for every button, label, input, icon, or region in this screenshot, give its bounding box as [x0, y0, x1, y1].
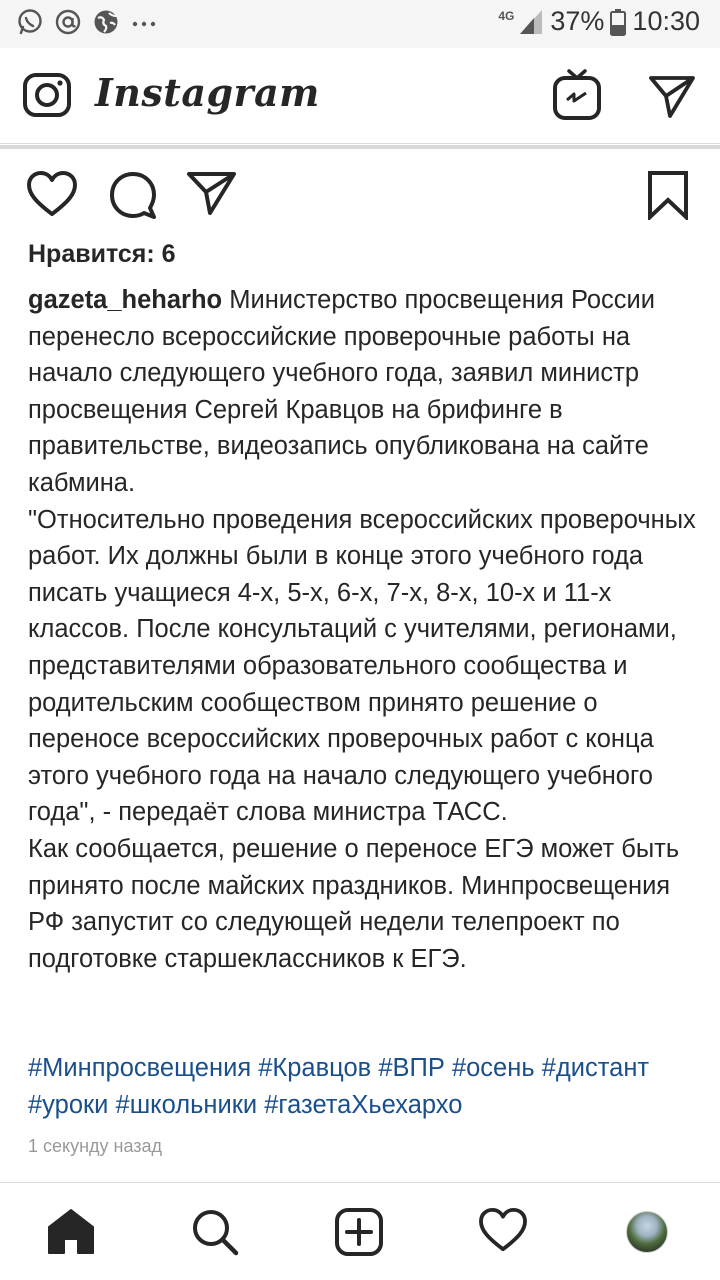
paper-plane-icon — [186, 170, 238, 216]
search-icon — [190, 1207, 240, 1257]
hashtag-link[interactable]: #уроки — [28, 1090, 109, 1119]
hashtag-link[interactable]: #Минпросвещения — [28, 1054, 252, 1082]
nav-activity-button[interactable] — [478, 1207, 528, 1258]
network-type: 4G — [498, 8, 515, 23]
nav-home-button[interactable] — [46, 1207, 96, 1260]
signal-icon — [518, 8, 544, 36]
post-timestamp: 1 секунду назад — [28, 1136, 163, 1156]
add-post-icon — [334, 1207, 384, 1257]
nav-search-button[interactable] — [190, 1207, 240, 1262]
hashtag-link[interactable]: #Кравцов — [258, 1054, 372, 1082]
status-bar — [0, 0, 720, 48]
comment-icon — [108, 170, 158, 220]
camera-button[interactable] — [22, 72, 72, 123]
hashtag-link[interactable]: #газетаХьехархо — [264, 1090, 463, 1119]
post-username[interactable]: gazeta_heharho — [28, 286, 223, 314]
hashtag-link[interactable]: #дистант — [541, 1054, 650, 1082]
battery-percent: 37% — [550, 6, 605, 36]
whatsapp-icon — [16, 8, 44, 36]
direct-messages-button[interactable] — [648, 74, 696, 123]
share-button[interactable] — [186, 170, 238, 221]
igtv-button[interactable] — [552, 68, 602, 127]
status-system — [498, 6, 700, 37]
app-logo: Instagram — [95, 70, 320, 115]
bottom-nav — [0, 1182, 720, 1280]
post-actions — [0, 160, 720, 232]
battery-icon — [610, 8, 626, 36]
hashtag-link[interactable]: #школьники — [115, 1090, 258, 1119]
hashtag-link[interactable]: #ВПР — [378, 1054, 445, 1082]
hashtags — [28, 1050, 704, 1123]
heart-icon — [478, 1207, 528, 1253]
at-icon — [54, 8, 82, 36]
igtv-icon — [552, 68, 602, 122]
home-icon — [46, 1207, 96, 1255]
nav-new-post-button[interactable] — [334, 1207, 384, 1262]
status-notifications — [16, 8, 158, 36]
heart-icon — [26, 170, 78, 218]
likes-count[interactable]: Нравится: 6 — [28, 240, 176, 268]
post-image-edge — [0, 145, 720, 149]
bookmark-icon — [646, 170, 690, 220]
globe-icon — [92, 8, 120, 36]
app-header — [0, 48, 720, 144]
clock: 10:30 — [632, 6, 700, 36]
like-button[interactable] — [26, 170, 78, 223]
comment-button[interactable] — [108, 170, 158, 225]
save-button[interactable] — [646, 170, 690, 225]
hashtag-link[interactable]: #осень — [451, 1054, 535, 1082]
caption-text-end: Как сообщается, решение о переносе ЕГЭ может быть принято после майских праздников. Минпросвещения РФ запустит со следующей недели телепроект по подготовке старшеклассников к ЕГЭ. — [28, 834, 680, 973]
post-caption — [28, 282, 704, 977]
caption-quote: "Относительно проведения всероссийских проверочных работ. Их должны были в конце этого учебного года писать учащиеся 4-х, 5-х, 6-х, 7-х, 8-х, 10-х и 11-х классов. После консультаций с учителями, регионами, представителями образовательного сообщества и родительским сообществом принято решение о переносе всероссийских проверочных работ с конца этого учебного года на начало следующего учебного года", - передаёт слова министра ТАСС. — [28, 505, 696, 827]
camera-icon — [22, 72, 72, 118]
nav-profile-avatar[interactable] — [626, 1211, 668, 1253]
caption-text: Министерство просвещения России перенесло всероссийские проверочные работы на начало следующего учебного года, заявил министр просвещения Сергей Кравцов на брифинге в правительстве, видеозапись опубликована на сайте кабмина. — [28, 286, 656, 497]
paper-plane-icon — [648, 74, 696, 118]
more-dots-icon — [130, 8, 158, 36]
